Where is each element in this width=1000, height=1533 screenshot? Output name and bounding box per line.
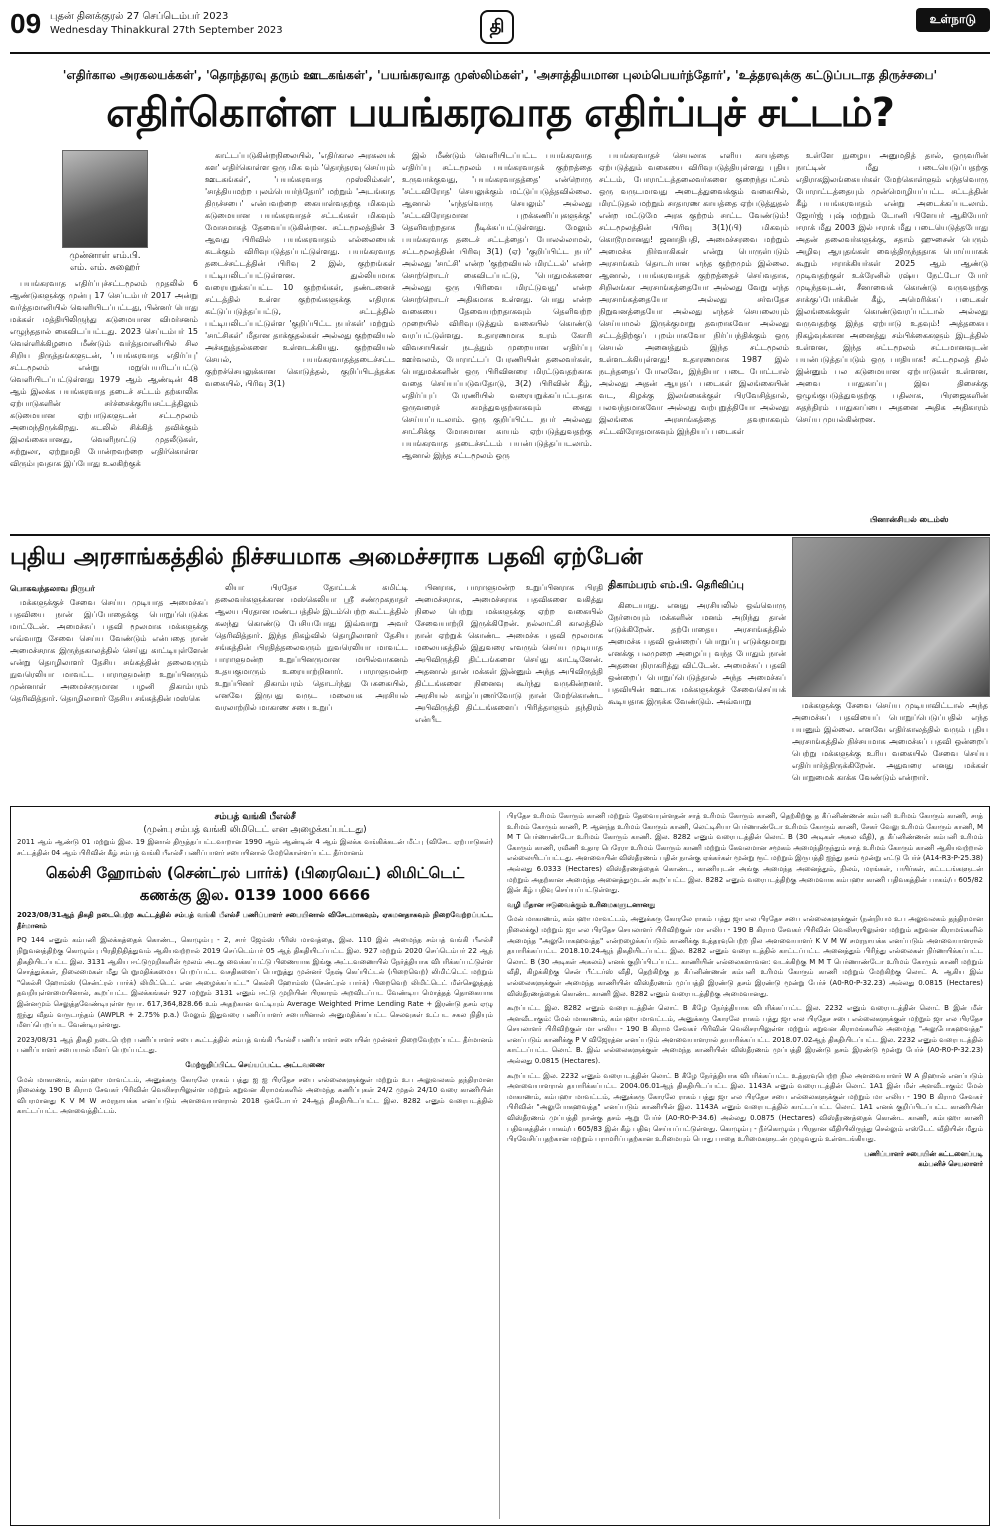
author-title: முன்னாள் எம்.பி. [69,251,141,261]
notice-intro: 2011 ஆம் ஆண்டு 01 மற்றும் இல. 19 இனால் திருத்தப்பட்டவாறான 1990 ஆம் ஆண்டின் 4 ஆம் இலக்க வங்கிக்கடன் மீட்பு (விசேட ஏற்பாடுகள்) சட்டத்தின் 04 ஆம் பிரிவின் கீழ் சம்பத் வங்கி பீஎல்சீ பணிப்பாளர் சபையினால் மேற்கொள்ளப்பட்ட தீர்மானம் [17,838,493,857]
article2-subhead: திகாம்பரம் எம்.பி. தெரிவிப்பு [608,580,744,591]
notice-right-1: பிரதேச உரிமம் கோரும் காணி மற்றும் தேவையுள்ளதன் சாத் உரிமம் கோரும் காணி, தெற்கிற்கு த கீப்னிண்ணன் கம்பனி உரிமம் கோரும் காணி, சாத் உரிமம் கோரும் காணி, P. ஆனந்த உரிமம் கோரும் காணி, லெட்டிசியா பெர்ணாண்டோ உரிமம் கோரும் காணி, சேகர் வேலு உரிமம் கோரும் காணி, M M T பெர்ணாண்டோ உரிமம் கோரும் காணி. இல. 8282 எனும் வரைபடத்தின் லொட் B (30 அடிகள் அகல வீதி), த கீப்னிண்ணன் கம்பனி உரிமம் கோரும் காணி, ரவீணி உதார பெரேரா உரிமம் கோரும் காணி மற்றும் கேவலமான சமூகம் அமைந்திருந்தும் சாத் உரிமம் கோரும் காணி ஆகியவற்றால் எல்லையிடப்பட்டது. அளவையின் விஸ்தீரணம் பதின் நான்கு ஏக்கர்கள் மூன்று ரூட் மற்றும் இருபத்தி ஐந்து தசம் மூன்று எட்டு பேர்ச் (A14-R3-P-25.38) அல்லது 6.0333 (Hectares) விஸ்தீரணத்தைக் கொண்ட, காணியுடன் அங்கு அமைந்த அனைத்தும், நிலம், மரங்கள், பயிர்கள், கட்டடங்களுடன் மற்றும் அதற்கான அமைந்த அனைத்துமுடன் கூறப்பட்ட இல. 8282 எனும் வரைபடத்திற்கு அமைவாக கம்பஹா காணி பதிவகத்தின் பாகம்/ப 605/82 இன் கீழ் பதிவு செய்யப்பட்டுள்ளது. [507,812,983,895]
notice-bank-former-name: (முன்பு சம்பத் வங்கி லிமிடெட் என அழைக்கப்பட்டது) [143,825,367,835]
article1-source: பினான்சியல் டைம்ஸ் [870,515,949,524]
notice-account-number: கணக்கு இல. 0139 1000 6666 [139,886,371,905]
author-caption [30,250,180,274]
notice-right-3: கூறப்பட்ட இல. 8282 எனும் வரைபடத்தின் லொட் B கீழே நேர்த்தியாக விபரிக்கப்பட்ட இல. 2232 எனும் வரைபடத்தின் லொட் B இன் மீள் அளவீடாகும்: மேல் மாகாணம், கம்பஹா மாவட்டம், அனுக்கரு கோரலே ராகம் பத்து ஜா எல பிரதேச சபை எல்லைகளுக்குள் மற்றும் ஜா எல பிரதேச செயலாளர் பிரிவிற்குள் மா எலிய - 190 B கிராம சேவகர் பிரிவின் வெலிசரயிலுள்ள மற்றும் கறுவன கிராமங்களில் அமைந்த "அலுபோகஹவத்த" எனப்படும் காணிக்கு P V விஜேரத்ன எனப்படும் அளவையாளரால் தயாரிக்கப்பட்ட 2018.07.02ஆந் திகதியிடப்பட்ட இல. 2232 எனும் வரைபடத்தில் காட்டப்பட்ட லொட் B. இவ் எல்லைகளுக்குள் அமைந்த காணியின் விஸ்தீரணம் முப்பத்தி இரண்டு தசம் இரண்டு மூன்று பேர்ச் (A0-R0-P-32.23) அல்லது 0.0815 (Hectares). [507,1004,983,1066]
page-number: 09 [10,8,42,39]
article2-text-1: மக்களுக்குச் சேவை செய்ய முடியாத அமைச்சுப் பதவியை நான் இப்போதைக்கு பொறுப்பெடுக்க மாட்டேன். அமைச்சுப் பதவி மூலமாக மக்களுக்கு எவ்வாறு சேவை செய்ய வேண்டும் என்பதை நான் அமைச்சராக இருந்தகாலத்தில் செய்து காட்டியுள்ளேன் என்று தொழிலாளர் தேசிய சங்கத்தின் தலைவரும் நுவரெலியா மாவட்ட பாராளுமன்ற உறுப்பினரும் முன்னாள் அமைச்சருமான பழனி திகாம்பரம் தெரிவித்தார். தொழிலாளர் தேசிய சங்கத்தின் மஸ்கெ [10,598,208,703]
article-divider [10,534,990,536]
notice-bank-name: சம்பத் வங்கி பீஎல்சீ [214,812,296,822]
article1-text-4: பயங்கரவாதச் செயலாக எளிய காயத்தை ஏற்படுத்தும் வகையை விரிவுபடுத்தியுள்ளது புதிய சட்டம், போராட்டத்தலைவர்களை குறைந்தபட்சம் ஒரு வருடமாவது அடைத்துவைக்கும் வகையில், மிரட்டுதல் மற்றும் சாதாரண காயத்தை ஏற்படுத்துதல் என்ற மட்டுமே அரசு குற்றம் சாட்ட வேண்டும்! சட்டமூலத்தின் பிரிவு 3(1)(பி) மிகவும் கொடூரமானது! ஜனாதிபதி, அமைச்சரவை மற்றும் அமைச்சு நிர்வாகிகள் என்று பொருள்படும் அரசாங்கம் தொடர்பான எந்த குற்றமும் இல்லை. ஆனால், பயங்கரவாதக் குற்றத்தைச் செய்வதாக, சிறிலங்கா அரசாங்கத்தையோ அல்லது வேறு எந்த அரசாங்கத்தையோ அல்லது சர்வதேச நிறுவனத்தையோ அல்லது எந்தச் செயலையும் செய்யாமல் இருக்குமாறு தவறாகவோ அல்லது சட்டத்திற்குப் புறம்பாகவோ நிர்ப்பந்திக்கும் ஒரு செயல் அனைத்தும் இந்த சட்டமூலம் உள்ளடக்கியுள்ளது! உதாரணமாக 1987 இல் நடந்ததைப் போலவே, இந்தியா படை போட்டால் அல்லது அதன் ஆயுதப் படைகள் இலங்கையின் வட, கிழக்கு இலங்கைக்குள் பிரவேசித்தால், பலவந்தமாகவோ அல்லது வற்புறுத்தியோ அல்லது இலங்கை அரசாங்கத்தை தவறாகவும் சட்டவிரோதமாகவும் இந்தியப் படைகள் [599,151,789,436]
legal-notice [10,806,990,1526]
dateline-english: Wednesday Thinakkural 27th September 2023 [50,25,283,36]
notice-right-2: மேல் மாகாணம், கம்பஹா மாவட்டம், அனுக்கரு கோரலே ராகம் பத்து ஜா எல பிரதேச சபை எல்லைகளுக்குள் (நன்றியம உப அலுவலகம் தந்திரமான நிலைக்கு) மற்றும் ஜா எல பிரதேச செயலாளர் பிரிவிற்குள் மா எலிய - 190 B கிராம சேவகர் பிரிவின் வெலிசரயிலுள்ள மற்றும் கறுவன கிராமங்களில் அமைந்த "அலுபோகஹவத்த" என்றழைக்கப்படும் காணிக்கு உத்தரவுபெற்ற நில அளவையாளர் K V M W சமரநாயக்க எனப்படும் அளவையாளரால் தயாரிக்கப்பட்ட 2018.10.24ஆந் திகதியிடப்பட்ட இல. 8282 எனும் வரைபடத்தில் காட்டப்பட்ட அனைத்தும் பிரிந்து எல்லைகள் நிர்ணயிக்கப்பட்ட லொட் B (30 அடிகள் அகலம்) எனக் குறிப்பிடப்பட்ட காணியின் எல்லைகளாவன: வடக்கிற்கு M M T பெர்ணாண்டோ உரிமம் கோரும் காணி மற்றும் வீதி, கிழக்கிற்கு சென் பீட்டர்ஸ் வீதி, தெற்கிற்கு த கீப்னிண்ணன் கம்பனி உரிமம் கோரும் காணி மற்றும் மேற்கிற்கு லொட் A. ஆகிய இவ் எல்லைகளுக்குள் அமைந்த காணியின் விஸ்தீரணம் முப்பத்தி இரண்டு தசம் இரண்டு மூன்று பேர்ச் (A0-R0-P-32.23) அல்லது 0.0815 (Hectares) விஸ்தீரணத்தைக் கொண்ட காணி இல. 8282 எனும் வரைபடத்திற்கு அமைவானது. [507,915,983,998]
article2-headline: புதிய அரசாங்கத்தில் நிச்சயமாக அமைச்சராக பதவி ஏற்பேன் [10,544,643,570]
notice-company: கெல்சி ஹோம்ஸ் (சென்ட்ரல் பார்க்) (பிரைவெட்) லிமிட்டெட் [45,864,465,883]
article2-column-4 [608,600,786,799]
notice-schedule-title: மேற்குறிப்பிட்ட செய்யப்பட்ட அட்டவணை [185,1060,325,1069]
article1-text-5: உள்ளே நுழைய அனுமதித் தால், ஒருவரின் நாட்டின் மீது படையெடுப்பதற்கு எதிராகஇலங்கையர்கள் மேற்கொள்ளும் எந்தவொரு போராட்டத்தையும் முன்மொழியப்பட்ட சட்டத்தின் கீழ் பயங்கரவாதம் என்று அடைக்கப்படலாம். ஜோர்ஜ் புஷ் மற்றும் டோனி பிளேயர் ஆகியோர் ஈராக் மீது 2003 இல் ஈராக் மீது படையெடுத்தபோது அதன் தலைவர்களுக்கு, சதாம் ஹுசைன் பெரும் அழிவு ஆயுதங்கள் வைத்திருந்ததாக பொய்யாகக் கூறும் ஈராக்கியர்கள் 2025 ஆம் ஆண்டு முடிவதற்குள் உக்ரேனில் ரஷ்ய நேட்டோ போர் முடிந்தவுடன், சீனாவைக் கொண்டு வருவதற்கு சாக்குப்போக்கின் கீழ், அமெரிக்கப் படைகள் இலங்கைக்குள் கொண்டுவரப்பட்டால் அல்லது வருவதற்கு இந்த ஏற்பாடு உதவும்! அத்தகைய நிகழ்வுக்கான அனைத்து சம்பிக்கைகளும் இடத்தில் உள்ளன, இந்த சட்டமூலம் சட்டமானவுடன் பயன்படுத்தப்படும் ஒரு பாதியாக! சட்டமூலத் தில் இன்னும் பல கடுமையான ஏற்பாடுகள் உள்ளன, அவை பாதுகாப்பு இவ திசைக்கு ஒழுங்குபடுத்துவதற்கு பதிலாக, பிரஜைகளின் சுதந்திரம் பாதுகாப்பை அதனை அதிக அதிகாரம் செய்ய முயல்கின்றன. [796,151,988,424]
notice-left-column [17,811,493,1521]
article1-text-2: காட்டப்படுகின்றநிலையில், 'எதிர்கால அரகலயக் கள' எதிர்கொள்ள ஒரு மிக வும் 'தொந்தரவு செய்யும் ஊடகங்கள்', 'பயங்கரவாத முஸ்லிம்கள்', 'சாத்தியமற்ற புலம்பெயர்ந்தோர்' மற்றும் 'அடங்காத திருச்சபை' என்பவற்றை கையாள்வதற்கு மிகவும் கடுமையான பயங்கரவாதச் சட்டங்கள் மிகவும் மோசமாகத் தேவைப்படுகின்றன. சட்டமூலத்தின் 3 ஆவது பிரிவில் பயங்கரவாதம் எல்லையைக் கடக்கும் விரிவுபடுத்தப்பட்டுள்ளது. பயங்கரவாத தடைச்சட்டத்தின் பிரிவு 2 இல், குற்றங்கள் பட்டியலிடப்பட்டுள்ளன. துல்லியமாக வரையறுக்கப்பட்ட 10 குற்றங்கள், தண்டனைச் சட்டத்தில் உள்ள குற்றங்களுக்கு எதிராக கட்டுப்படுத்தப்பட்டு, சட்டத்தில் பட்டியலிடப்பட்டுள்ள 'குறிப்பிட்ட நபர்கள்' மற்றும் 'சாட்சிகள்' மீதான தாக்குதல்கள் அல்லது குற்றவியல் அச்சுறுத்தல்களை உள்ளடக்கியது. குற்றவியல் செயல், பயங்கரவாதத்தடைச்சட்ட குற்றச்செயலுக்கான கொடுத்தல், குறிப்பிடத்தக்க வகையில், பிரிவு 3(1) [205,151,395,388]
article2-column-3 [415,582,603,799]
section-label: உள்நாடு [916,8,990,32]
notice-signature-line-2: கம்பனிச் செயலாளர் [918,1160,983,1169]
notice-signature-line-1: பணிப்பாளர் சபையின் கட்டளைப்படி [864,1149,983,1158]
article1-column-4 [599,150,789,530]
newspaper-logo: தி [480,10,514,44]
article2-text-2: லியா பிரதேச தோட்டக் கமிட்டி தலைவர்களுக்கான மஸ்கெலியா ஸ்ரீ சண்முகநாதர் ஆலய பிரதான மண்டபத்தில் இடம்பெற்ற கூட்டத்தில் கலந்து கொண்டு பேசியபோது இவ்வாறு அவர் தெரிவித்தார். இந்த நிகழ்வில் தொழிலாளர் தேசிய சங்கத்தின் பிரதித்தலைவரும் நுவரெலியா மாவட்ட பாராளுமன்ற உறுப்பினருமான மயில்வாகனம் உதயகுமாரும் உரையாற்றினார். பாராளுமன்ற உறுப்பினர் திகாம்பரம் தொடர்ந்து பேசுகையில், எனவே இருபது வருட மலையக அரசியல் வரலாற்றில் மாகாண சபை உறுப் [215,583,408,712]
header-divider [10,52,990,54]
article1-column-1 [10,278,198,530]
author-name: எம். எம். சுஹைர் [69,263,141,273]
article1-column-2 [205,150,395,530]
page-header [10,6,990,52]
article2-column-2 [215,582,408,799]
notice-right-4: கூறப்பட்ட இல. 2232 எனும் வரைபடத்தின் லொட் B கீழே நேர்த்தியாக விபரிக்கப்பட்ட உத்தரவுபெற்ற நில அளவையாளர் W A நிஹால் எனப்படும் அளவையாளரால் தயாரிக்கப்பட்ட 2004.06.01ஆந் திகதியிடப்பட்ட இல. 1143A எனும் வரைபடத்தின் லொட் 1A1 இன் மீள் அளவீடாகும்: மேல் மாகாணம், கம்பஹா மாவட்டம், அனுக்கரு கோரலே ராகம் பத்து ஜா எல பிரதேச சபை எல்லைகளுக்குள் மற்றும் மா எலிய - 190 B கிராம சேவகர் பிரிவின் "அலுபோகஹவத்த" எனப்படும் காணியின் இல. 1143A எனும் வரைபடத்தில் காட்டப்பட்ட லொட் 1A1 எனக் குறிப்பிடப்பட்ட காணியின் விஸ்தீரணம் முப்பத்தி நான்கு தசம் ஆறு பேர்ச் (A0-R0-P-34.6) அல்லது 0.0875 (Hectares) விஸ்தீரணத்தைக் கொண்ட காணி, கம்பஹா காணி பதிவகத்தின் பாகம்/ப 605/83 இன் கீழ் பதிவு செய்யப்பட்டுள்ளது. கொழும்பு - நீர்கொழும்பு பிரதான வீதியிலிருந்து செல்லும் எஸ்டேட் வீதியின் மீதும் பிரவேசிப்பதற்கான மற்றும் பராமரிப்பதற்கான உரிமையும் பொது பாதை உரிமைகளுடன் முழுவதும் உள்ளடங்கியது. [507,1071,983,1144]
notice-right-heading: வழி மீதான ஈடுவைக்கும் உரிமைகளுடனானது [507,900,656,909]
article2-place: பொகவந்தலாவ நிருபர் [10,584,95,593]
article2-text-4: கிடையாது. எனது அரசியலில் ஒவ்வொரு நேர்மையும் மக்களின் மனம் அறிந்து தான் எடுக்கிறேன். தற்போதைய அரசாங்கத்தில் அமைச்சு பதவி ஒன்றைப் பொறுப்பு எடுக்குமாறு எனக்கு பலமுறை அழைப்பு வந்த போதும் நான் அதனை நிராகரித்து விட்டேன். அமைச்சுப் பதவி ஒன்றைப் பொறுப்பெடுத்தால் அந்த அமைச்சுப் பதவியின் ஊடாக மக்களுக்குச் சேவைசெய்யக் கூடியதாக இருக்க வேண்டும். அவ்வாறு [608,601,786,706]
article2-text-3: பினராக, பாராளுமன்ற உறுப்பினராக பிரதி அமைச்சராக, அமைச்சராக பதவிகளை வகித்து நிலை பெற்று மக்களுக்கு ஏற்ற வகையில் சேவையாற்றி இருக்கிறேன். நல்லாட்சி காலத்தில் நான் ஏற்றுக் கொண்ட அமைச்சு பதவி மூலமாக மலையகத்தில் இதுவரை எவரும் செய்ய முடியாத அபிவிருத்தி திட்டங்களை செய்து காட்டினேன். அதனால் தான் மக்கள் இன்னும் அந்த அபிவிருத்தி திட்டங்களை நினைவு கூர்ந்து வருகின்றனர். அரசியல் காழ்ப்புணர்வோடு நான் மேற்கொண்ட அபிவிருத்தி திட்டங்களைப் பிரித்தாளும் தந்திரம் என்பீட [415,583,603,724]
notice-resolution-date: 2023/08/31ஆந் திகதி நடைபெற்ற கூட்டத்தில் சம்பத் வங்கி பீஎல்சீ பணிப்பாளர் சபையினால் விசேடமாகவும், ஏகமனதாகவும் நிறைவேற்றப்பட்ட தீர்மானம் [17,911,493,930]
notice-body-2: 2023/08/31 ஆந் திகதி நடைபெற்ற பணிப்பாளர் சபை கூட்டத்தில் சம்பத் வங்கி பீஎல்சீ பணிப்பாளர் சபையின் முன்னர் நிறைவேற்றப்பட்ட தீர்மானம் பணிப்பாளர் சபையால் மீளப் பெறப்பட்டது. [17,1035,493,1055]
notice-schedule-body: மேல் மாகாணம், கம்பஹா மாவட்டம், அனுக்கரு கோரலே ராகம் பத்து ஐ ஐ பிரதேச சபை எல்லைகளுக்குள் மற்றும் உப அலுவலகம் தந்திரமான நிலைக்கு 190 B கிராம சேவகர் பிரிவின் வெலிசரயிலுள்ள மற்றும் கறுவன கிராமங்களில் அமைந்த கணிப்புகள் 24/2 முதல் 24/10 வரை காணியின் விபரமானது K V M W சமரநாயக்க எனப்படும் அளவையாளரால் 2018 ஒக்டோபர் 24ஆந் திகதியிடப்பட்ட இல. 8282 எனும் வரைபடத்தில் காட்டப்பட்ட அளவைத்திட்டம். [17,1075,493,1116]
article1-column-5 [796,150,988,510]
article2-column-1 [10,597,208,799]
article2-column-5 [792,700,988,799]
notice-right-column [507,811,983,1521]
article1-headline: எதிர்கொள்ள பயங்கரவாத எதிர்ப்புச் சட்டம்? [106,90,894,136]
notice-body-1: PQ 144 எனும் கம்பனி இலக்கத்தைக் கொண்ட, கொழும்பு - 2, சார் ஜேம்ஸ் பீரிஸ் மாவத்தை, இல. 110 இல் அமைந்த சம்பத் வங்கி பீஎல்சீ நிறுவனத்திற்கு கொழும்பு பிரதிநிதித்துவம் ஆகியவற்றால் 2019 செப்டெம்பர் 05 ஆந் திகதியிடப்பட்ட இல. 927 மற்றும் 2020 செப்டெம்பர் 22 ஆந் திகதியிடப்பட்ட இல. 3131 ஆகிய ஈட்டுமுறிகளின் மூலம் அடகு வைக்கப்பட்டு பிணையாக இங்கு அட்டவணையில் நேர்த்தியாக விபரிக்கப்பட்டுள்ள சொத்துக்கள், நிலைமைகள் மீது பெறுமதிக்கமைய பெறப்பட்ட வசதிகளைப் பொறுத்து முன்னர் நேஷ் கெப்பிட்டல் (பிறைவெற்) லிமிட்டெட் மற்றும் "கெல்சி ஹோம்ஸ் (சென்ட்ரல் பார்க்) லிமிட்டெட் என அழைக்கப்பட்ட" கெல்சி ஹோம்ஸ் (சென்ட்ரல் பார்க்) பிறைவெற் லிமிட்டெட் மீள்செலுத்தத் தவறியுள்ளமையினால், கூறப்பட்ட இலக்கங்கள் 927 மற்றும் 3131 எனும் ஈட்டு முறியின் பிரகாரம் அறவிடப்பட வேண்டிய மொத்தத் தொகையாக இன்னமும் செலுத்தவேண்டியுள்ள ரூபா. 617,364,828.66 உம் அதற்கான வட்டியும் Average Weighted Prime Lending Rate + இரண்டு தசம் ஏழு ஐந்து வீதம் வருடாந்தம் (AWPLR + 2.75% p.a.) மேலும் இதுவரை பணிப்பாளர் சபையினால் அனுமதிக்கப்பட்ட செலவுகள் உட்பட சகல நிதியும் மீளப்பெறப்பட வேண்டியுள்ளது. [17,936,493,1030]
article2-text-5: மக்களுக்கு சேவை செய்ய முடியாவிட்டால் அந்த அமைச்சுப் பதவியைப் பொறுப்பெடுப்பதில் எந்த பயனும் இல்லை. எனவே எதிர்காலத்தில் வரும் புதிய அரசாங்கத்தில் நிச்சயமாக அமைச்சுப் பதவி ஒன்றைப் பெற்று மக்களுக்கு உரிய வகையில் சேவை செய்ய எதிர்பார்த்திருக்கிறேன். அதுவரை எனது மக்கள் பொறுமைக் காக்க வேண்டும் என்றார். [792,701,988,782]
article1-text-3: இல் மீண்டும் வெளியிடப்பட்ட பயங்கரவாத எதிர்ப்பு சட்டமூலம் பயங்கரவாதக் குற்றத்தை உருவாக்குவது, 'பயங்கரவாதத்தை' என்றொரு 'சட்டவிரோத' செயலுக்கும் மட்டுப்படுத்தவில்லை. ஆனால் 'எந்தவொரு செயலும்' அல்லது 'சட்டவிரோதமான புறக்கணிப்புகளுக்கு' தெளிவற்றதாக நீடிக்கப்பட்டுள்ளது. மேலும் பயங்கரவாத தடைச் சட்டத்தைப் போலல்லாமல், சட்டமூலத்தின் பிரிவு 3(1) (ஏ) 'குறிப்பிட்ட நபர்' அல்லது 'சாட்சி' என்ற 'குற்றவியல் மிரட்டல்' என்ற சொற்றொடர் கைவிடப்பட்டு, 'பொதுமக்களை அல்லது ஒரு பிரிவை மிரட்டுவது' என்ற சொற்றொடர் அதிகமாக உள்ளது. பொது என்ற வகையை தேவையற்றதாகவும் தெளிவற்ற முறையில் விரிவுபடுத்தும் வகையில் கொண்டு வரப்பட்டுள்ளது. உதாரணமாக உரம் கோரி விவசாயிகள் நடத்தும் முறையான எதிர்ப்பு ஊர்வலம், போராட்டப் பேரணியின் தலைவர்கள், பொதுமக்களின் ஒரு பிரிவினரை மிரட்டுவதற்காக வதை செய்யப்படுவதோடு, 3(2) பிரிவின் கீழ், எதிர்ப்புப் பேரணியில் வரையறுக்கப்பட்டதாக ஒருவரைச் சுமத்துவதற்காகவும் கைது செய்யப்படலாம். ஒரு குறிப்பிட்ட நபர் அல்லது சாட்சிக்கு மோசமான காயம் ஏற்படுத்துவதற்கு பயங்கரவாத தடைச்சட்டம் பயன்படுத்தப்படலாம். ஆனால் இந்த சட்டமூலம் ஒரு [402,151,592,460]
article1-column-3 [402,150,592,530]
notice-column-divider [499,811,500,1519]
article1-kicker: 'எதிர்கால அரகலயக்கள்', 'தொந்தரவு தரும் ஊடகங்கள்', 'பயங்கரவாத முஸ்லிம்கள்', 'அசாத்தியமான புலம்பெயர்ந்தோர்', 'உத்தரவுக்கு கட்டுப்படாத திருச்சபை' [62,68,938,82]
dateline-tamil: புதன் தினக்குரல் 27 செப்டெம்பர் 2023 [50,11,229,22]
masthead-dateline [50,10,283,38]
article2-photo [792,537,990,697]
author-photo [62,150,148,248]
article1-text-1: பயங்கரவாத எதிர்ப்புச்சட்டமூலம் முதலில் 6 ஆண்டுகளுக்கு முன்பு 17 செப்டம்பர் 2017 அன்று வர்த்தமானியில் வெளியிடப்பட்டது, பின்னர் பொது மக்கள் மத்தியிலிருந்து கடுமையான விமர்சனம் எழுந்ததால் கைவிடப்பட்டது. 2023 செப்டம்பர் 15 வெள்ளிக்கிழமை மீண்டும் வர்த்தமானியில் சில சிறிய திருத்தங்களுடன், 'பயங்கரவாத எதிர்ப்பு' சட்டமூலம் என்று மறுபெயரிடப்பட்டு வெளியிடப்பட்டுள்ளது 1979 ஆம் ஆண்டின் 48 ஆம் இலக்க பயங்கரவாத தடைச் சட்டம் தற்காலிக ஏற்பாடுகளின் சர்ச்சைக்குரியசட்டத்திலும் கடுமையான ஏற்பாடுகளுடன் சட்டமூலம் அமைந்திருக்கிறது. கடலில் சிக்கித் தவிக்கும் இலங்கையானது, வெளிநாட்டு முதலீடுகள், சுற்றுலா, ஏற்றுமதி போன்றவற்றை எதிர்கொள்ள விரும்புவதாக இப்போது உலகிற்குக் [10,279,198,468]
